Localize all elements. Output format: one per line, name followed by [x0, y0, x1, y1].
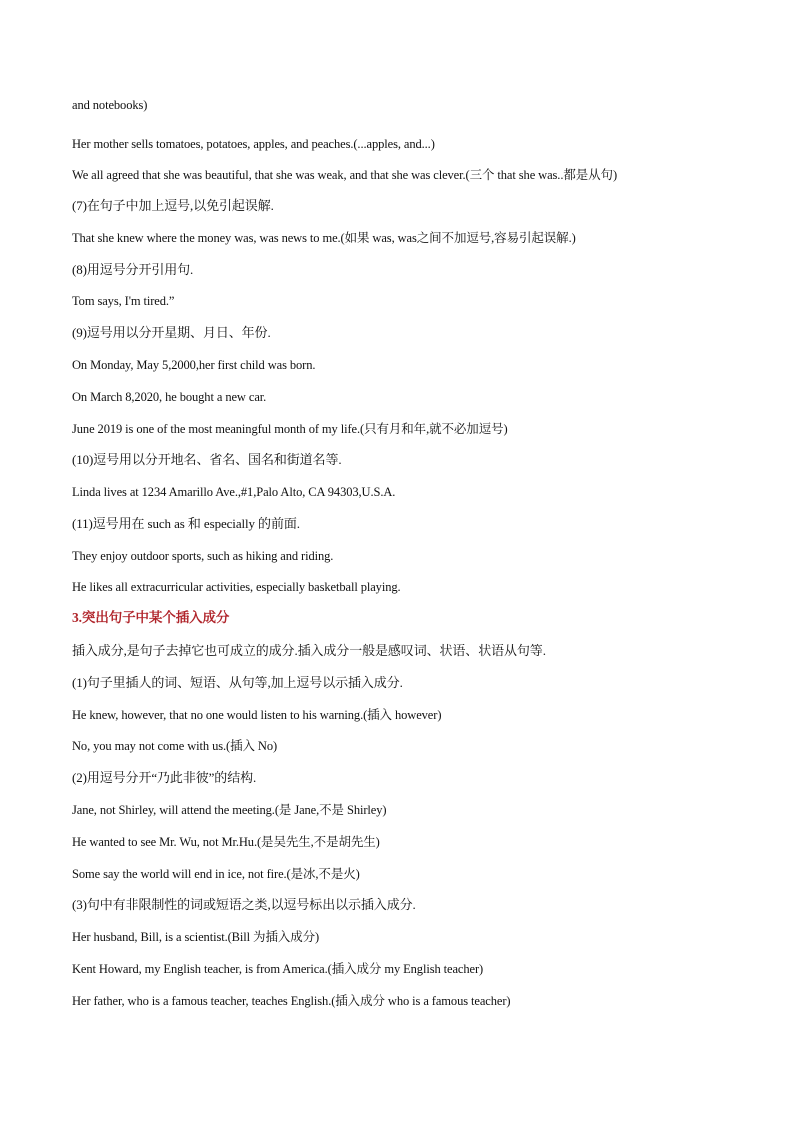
text-line: Jane, not Shirley, will attend the meeting.(是 Jane,不是 Shirley): [72, 803, 387, 817]
text-line: (1)句子里插人的词、短语、从句等,加上逗号以示插入成分.: [72, 675, 403, 690]
text-line: That she knew where the money was, was news to me.(如果 was, was之间不加逗号,容易引起误解.): [72, 231, 576, 245]
text-line: Kent Howard, my English teacher, is from America.(插入成分 my English teacher): [72, 962, 484, 976]
text-line: No, you may not come with us.(插入 No): [72, 739, 278, 753]
text-line: Tom says, I'm tired.”: [72, 294, 175, 308]
section-heading: 3.突出句子中某个插入成分: [72, 610, 230, 625]
text-line: Her mother sells tomatoes, potatoes, apples, and peaches.(...apples, and...): [72, 137, 435, 151]
text-line: On Monday, May 5,2000,her first child was born.: [72, 358, 316, 372]
text-line: (3)句中有非限制性的词或短语之类,以逗号标出以示插入成分.: [72, 897, 416, 912]
text-line: (11)逗号用在 such as 和 especially 的前面.: [72, 516, 300, 531]
text-line: Linda lives at 1234 Amarillo Ave.,#1,Palo Alto, CA 94303,U.S.A.: [72, 485, 396, 499]
text-line: We all agreed that she was beautiful, that she was weak, and that she was clever.(三个 that she was..都是从句): [72, 168, 618, 182]
text-line: He knew, however, that no one would listen to his warning.(插入 however): [72, 708, 442, 722]
text-line: Her father, who is a famous teacher, teaches English.(插入成分 who is a famous teacher): [72, 994, 511, 1008]
text-line: Her husband, Bill, is a scientist.(Bill 为插入成分): [72, 930, 320, 944]
text-line: (10)逗号用以分开地名、省名、国名和街道名等.: [72, 452, 342, 467]
text-line: June 2019 is one of the most meaningful month of my life.(只有月和年,就不必加逗号): [72, 422, 508, 436]
text-line: (2)用逗号分开“乃此非彼”的结构.: [72, 770, 257, 785]
text-line: He likes all extracurricular activities, especially basketball playing.: [72, 580, 401, 594]
text-line: (8)用逗号分开引用句.: [72, 262, 194, 277]
text-line: (9)逗号用以分开星期、月日、年份.: [72, 325, 271, 340]
text-line: 插入成分,是句子去掉它也可成立的成分.插入成分一般是感叹词、状语、状语从句等.: [72, 643, 546, 658]
text-line: They enjoy outdoor sports, such as hiking and riding.: [72, 549, 334, 563]
text-line: and notebooks): [72, 98, 148, 112]
text-line: He wanted to see Mr. Wu, not Mr.Hu.(是吴先生,不是胡先生): [72, 835, 380, 849]
text-line: Some say the world will end in ice, not fire.(是冰,不是火): [72, 867, 360, 881]
text-line: (7)在句子中加上逗号,以免引起误解.: [72, 198, 274, 213]
text-line: On March 8,2020, he bought a new car.: [72, 390, 267, 404]
